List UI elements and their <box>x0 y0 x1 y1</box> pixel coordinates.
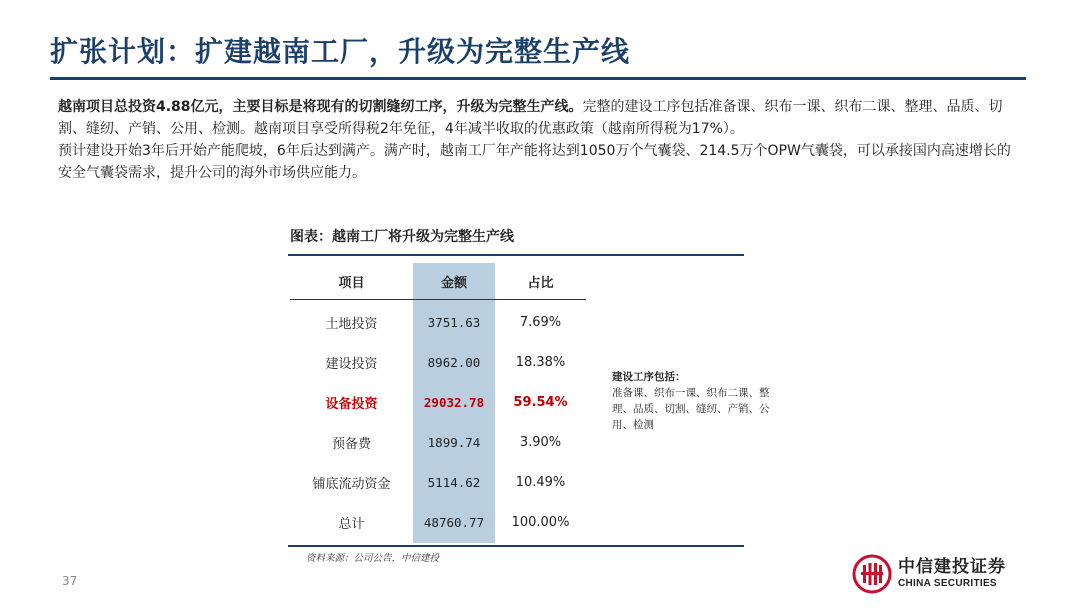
row-item: 总计 <box>338 516 365 532</box>
title-divider <box>50 77 1026 80</box>
row-share: 3.90% <box>519 434 562 450</box>
paragraph-capacity: 预计建设开始3年后开始产能爬坡，6年后达到满产。满产时，越南工厂年产能将达到1050万个气囊袋、214.5万个OPW气囊袋，可以承接国内高速增长的安全气囊袋需求，提升公司的海外市场供应能力。 <box>58 143 1011 181</box>
slide-title: 扩张计划：扩建越南工厂，升级为完整生产线 <box>50 35 631 68</box>
paragraph-lead: 越南项目总投资4.88亿元，主要目标是将现有的切割缝纫工序，升级为完整生产线。 <box>58 99 583 115</box>
investment-table <box>290 263 586 542</box>
row-amount: 5114.62 <box>427 474 481 490</box>
table-row <box>290 302 586 342</box>
row-share: 59.54% <box>513 394 568 410</box>
row-amount: 1899.74 <box>427 434 481 450</box>
logo-name-en: CHINA SECURITIES <box>898 578 997 589</box>
body-text <box>58 96 1018 184</box>
row-share: 7.69% <box>519 314 562 330</box>
figure-title: 图表：越南工厂将升级为完整生产线 <box>290 229 514 245</box>
row-item: 设备投资 <box>325 396 378 412</box>
logo-name-cn: 中信建投证券 <box>898 557 1006 577</box>
figure-top-rule <box>288 254 744 256</box>
page-number: 37 <box>62 574 78 588</box>
table-row <box>290 342 586 382</box>
row-amount: 29032.78 <box>423 394 485 410</box>
row-item: 铺底流动资金 <box>312 476 391 492</box>
row-item: 土地投资 <box>325 316 378 332</box>
process-note <box>612 369 782 433</box>
process-note-heading: 建设工序包括： <box>612 371 686 383</box>
row-amount: 48760.77 <box>423 514 485 530</box>
row-item: 预备费 <box>331 436 371 452</box>
row-amount: 3751.63 <box>427 314 481 330</box>
table-row-highlighted <box>290 382 586 422</box>
figure-bottom-rule <box>288 545 744 547</box>
row-share: 10.49% <box>515 474 566 490</box>
china-securities-logo-icon <box>852 554 892 594</box>
row-share: 18.38% <box>515 354 566 370</box>
header-item: 项目 <box>338 275 365 291</box>
header-amount: 金额 <box>440 275 467 291</box>
header-share: 占比 <box>527 275 554 291</box>
table-header-row <box>290 263 586 300</box>
company-logo <box>852 554 1006 594</box>
table-row-total <box>290 502 586 542</box>
process-note-text: 准备课、织布一课、织布二课、整理、品质、切割、缝纫、产销、公用、检测 <box>612 387 770 431</box>
row-share: 100.00% <box>511 514 570 530</box>
figure-source: 资料来源：公司公告，中信建投 <box>306 553 440 564</box>
paragraph-detail: 完整的建设工序包括准备课、织布一课、织布二课、整理、品质、切割、缝纫、产销、公用、检测。越南项目享受所得税2年免征，4年减半收取的优惠政策（越南所得税为17%）。 <box>58 99 1003 137</box>
row-amount: 8962.00 <box>427 354 481 370</box>
table-row <box>290 422 586 462</box>
row-item: 建设投资 <box>325 356 378 372</box>
paragraph-investment <box>58 96 1018 140</box>
table-row <box>290 462 586 502</box>
